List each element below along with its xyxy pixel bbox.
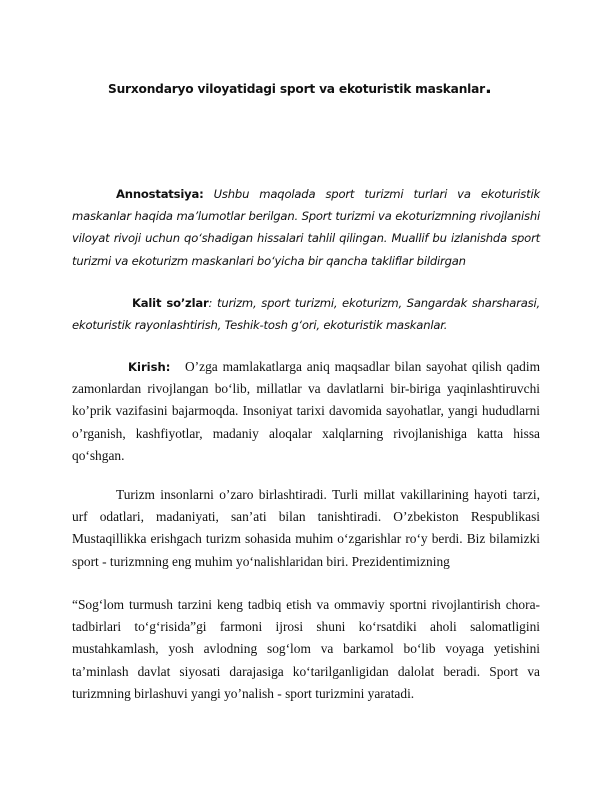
title-end-mark: . <box>484 77 492 98</box>
paragraph-2-text: Turizm insonlarni o’zaro birlashtiradi. Turli millat vakillarining hayoti tarzi, urf odatlari, madaniyati, san’ati bilan tanishtiradi. O’zbekiston Respublikasi Mustaqillikka erishgach turizm sohasida muhim o‘zgarishlar ro‘y berdi. Biz bilamizki sport - turizmning eng muhim yo‘nalishlaridan biri. Prezidentimizning <box>72 487 540 569</box>
intro-label: Kirish: <box>128 360 171 374</box>
keywords-separator: : <box>208 296 213 310</box>
article-title <box>108 77 548 98</box>
body-paragraph-2 <box>72 484 540 573</box>
keywords-label: Kalit so’zlar <box>132 296 209 310</box>
intro-paragraph <box>72 356 540 467</box>
keywords-text: turizm, sport turizmi, ekoturizm, Sangardak sharsharasi, ekoturistik rayonlashtirish, Teshik-tosh g‘ori, ekoturistik maskanlar. <box>72 296 540 333</box>
keywords-paragraph <box>72 292 540 336</box>
abstract-text: Ushbu maqolada sport turizmi turlari va ekoturistik maskanlar haqida ma’lumotlar berilgan. Sport turizmi va ekoturizmning rivojlanishi viloyat rivoji uchun qo‘shadigan hissalari tahlil qilingan. Muallif bu izlanishda sport turizmi va ekoturizm maskanlari bo‘yicha bir qancha takliflar bildirgan <box>72 187 540 268</box>
title-text: Surxondaryo viloyatidagi sport va ekoturistik maskanlar <box>108 82 485 96</box>
abstract-label: Annostatsiya: <box>116 187 204 201</box>
intro-text: O’zga mamlakatlarga aniq maqsadlar bilan sayohat qilish qadim zamonlardan rivojlangan bo‘lib, millatlar va davlatlarni bir-biriga yaqinlashtiruvchi ko’prik vazifasini bajarmoqda. Insoniyat tarixi davomida sayohatlar, yangi hududlarni o’rganish, kashfiyotlar, madaniy aloqalar xalqlarning rivojlanishiga katta hissa qo‘shgan. <box>72 359 540 463</box>
abstract-paragraph <box>72 183 540 272</box>
paragraph-3-text: “Sog‘lom turmush tarzini keng tadbiq etish va ommaviy sportni rivojlantirish chora-tadbirlari to‘g‘risida”gi farmoni ijrosi shuni ko‘rsatdiki aholi salomatligini mustahkamlash, yosh avlodning sog‘lom va barkamol bo‘lib voyaga yetishini ta’minlash davlat siyosati darajasiga ko‘tarilganligidan dalolat beradi. Sport va turizmning birlashuvi yangi yo’nalish - sport turizmini yaratadi. <box>72 597 540 701</box>
body-paragraph-3 <box>72 594 540 705</box>
